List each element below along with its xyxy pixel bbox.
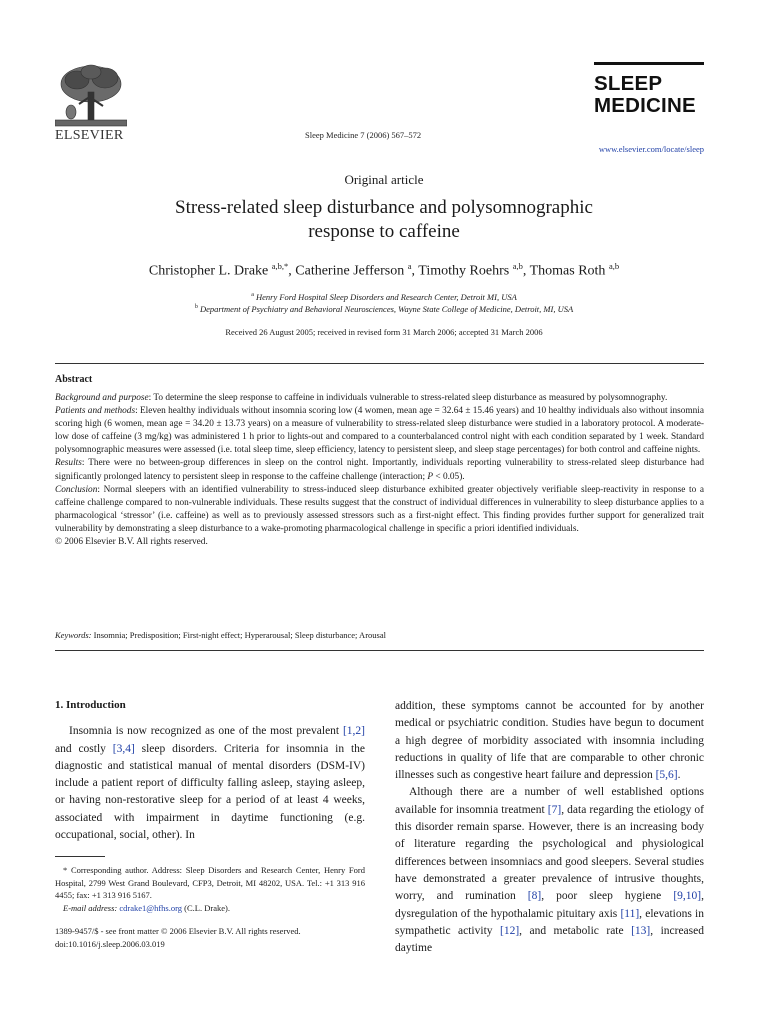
author-affiliation-marks[interactable]: a,b [512,261,523,271]
abstract-conclusion: Conclusion: Normal sleepers with an identified vulnerability to stress-induced sleep disturbance exhibited greater objectively verifiable sleep-reactivity in response to a caffeine challenge compared to non-vulnerable individuals. These results suggest that the construct of individual differences in vulnerability to sleep disturbance applies to a pharmacological ‘stressor’ (i.e. caffeine) as well as to previously assessed stressors such as a first-night effect. This finding provides further support for generalized trait vulnerability by demonstrating a sleep disturbance to a wake-promoting pharmacological challenge in specific a priori identified individuals. [55,484,704,534]
abstract-bottom-rule [55,650,704,651]
body-column-left [55,697,365,844]
keywords-label: Keywords: [55,630,92,640]
article-title [90,196,678,244]
citation-link[interactable]: [8] [527,890,542,903]
citation-link[interactable]: [5,6] [655,769,678,782]
affiliation-a: $^a$ Henry Ford Hospital Sleep Disorders and Research Center, Detroit MI, USA [251,292,517,302]
author-name: Thomas Roth [529,263,606,279]
section-heading-introduction: 1. Introduction [55,699,126,711]
affiliation-b: $^b$ Department of Psychiatry and Behavioral Neurosciences, Wayne State College of Medicine, Detroit, MI, USA [194,304,574,314]
abstract-results: Results: There were no between-group differences in sleep on the control night. Importantly, individuals reporting vulnerability to stress-related sleep disturbance had significantly prolonged latency to persistent sleep in response to the caffeine challenge (interaction; P < 0.05). [55,458,704,482]
front-matter: 1389-9457/$ - see front matter © 2006 Elsevier B.V. All rights reserved. [55,926,301,936]
front-matter-legal [55,925,365,950]
citation-link[interactable]: [9,10] [673,890,702,903]
author-name: Catherine Jefferson [295,263,405,279]
citation-link[interactable]: [3,4] [112,742,135,755]
article-type: Original article [344,172,424,187]
doi-link[interactable]: doi:10.1016/j.sleep.2006.03.019 [55,938,165,949]
abstract-background: Background and purpose: To determine the sleep response to caffeine in individuals vulnerable to stress-related sleep disturbance as measured by polysomnography. [55,393,668,403]
abstract-copyright: © 2006 Elsevier B.V. All rights reserved. [55,537,208,548]
journal-url-link[interactable]: www.elsevier.com/locate/sleep [598,144,704,154]
email-label: E-mail address: [63,902,118,913]
author-affiliation-marks[interactable]: a [407,261,412,271]
intro-paragraph-1: Insomnia is now recognized as one of the most prevalent [1,2] and costly [3,4] sleep disorders. Criteria for insomnia in the diagnostic and statistical manual of mental disorders (DSM-IV) include a patient report of difficulty falling asleep, staying asleep, or having non-restorative sleep for a period of at least 4 weeks, associated with impairment in daytime functioning (e.g. occupational, social, other). In [55,725,365,842]
journal-reference: Sleep Medicine 7 (2006) 567–572 [305,130,422,140]
email-link[interactable]: cdrake1@hfhs.org [119,902,183,913]
abstract-heading: Abstract [55,374,93,385]
article-title-line2: response to caffeine [308,221,460,242]
abstract-top-rule [55,363,704,364]
intro-paragraph-2: Although there are a number of well established options available for insomnia treatment [7], data regarding the etiology of this disorder remain sparse. However, there is an increasing body of literature regarding the psychological and physiological differences between insomniacs and good sleepers. Several studies have demonstrated a greater prevalence of intrusive thoughts, worry, and rumination [8], poor sleep hygiene [9,10], dysregulation of the hypothalamic pituitary axis [11], elevations in sympathetic activity [12], and metabolic rate [13], increased daytime [395,786,704,955]
received-dates: Received 26 August 2005; received in revised form 31 March 2006; accepted 31 March 2006 [225,327,543,337]
author-list: Christopher L. Drake $^{a,b,*}$, Catherine Jefferson $^a$, Timothy Roehrs $^{a,b}$, Thomas Roth $^{a,b}$ [148,261,620,279]
intro-paragraph-continued: addition, these symptoms cannot be accounted for by another medical or psychiatric condition. Studies have begun to document a high degree of morbidity associated with insomnia including reductions in quality of life that are comparable to other chronic illnesses such as congestive heart failure and depression [5,6]. [395,700,704,782]
journal-title [594,73,706,116]
footnote-rule [55,856,105,857]
journal-title-rule [594,62,704,65]
citation-link[interactable]: [11] [620,907,640,920]
author-name: Timothy Roehrs [418,263,510,279]
body-column-right [395,698,704,957]
author-affiliation-marks[interactable]: a,b [608,261,620,271]
citation-link[interactable]: [12] [499,924,520,937]
article-title-line1: Stress-related sleep disturbance and polysomnographic [175,197,593,218]
corresponding-author-footnote: * Corresponding author. Address: Sleep Disorders and Research Center, Henry Ford Hospital, 2799 West Grand Boulevard, CFP3, Detroit, MI 48202, USA. Tel.: +1 313 916 4455; fax: +1 313 916 5167. E-mail address: cdrake1@hfhs.org (C.L. Drake). [55,865,365,913]
abstract-methods: Patients and methods: Eleven healthy individuals without insomnia scoring low (4 women, mean age = 32.64 ± 15.46 years) and 10 healthy individuals also without insomnia scoring high (6 women, mean age = 34.20 ± 13.73 years) on a measure of vulnerability to stress-related sleep disturbance were studied in a laboratory protocol. A moderate-low dose of caffeine (3 mg/kg) was administered 1 h prior to lights-out and compared to a counterbalanced control night with each condition separated by 1 week. Standard polysomnographic measures were assessed (i.e. total sleep time, sleep efficiency, latency to persistent sleep, and sleep stage percentages) for both control and caffeine nights. [55,406,704,456]
journal-title-line1: SLEEP [594,72,663,95]
citation-link[interactable]: [13] [631,924,651,937]
keywords-text: Insomnia; Predisposition; First-night effect; Hyperarousal; Sleep disturbance; Arousal [91,630,386,640]
keywords [55,630,386,640]
citation-link[interactable]: [1,2] [342,725,365,738]
abstract-body [55,392,704,549]
journal-title-line2: MEDICINE [594,93,696,117]
publisher-name: ELSEVIER [55,128,124,143]
elsevier-tree-logo [55,62,127,128]
author-name: Christopher L. Drake [148,263,269,279]
author-affiliation-marks[interactable]: a,b,* [271,261,289,271]
citation-link[interactable]: [7] [547,803,562,816]
